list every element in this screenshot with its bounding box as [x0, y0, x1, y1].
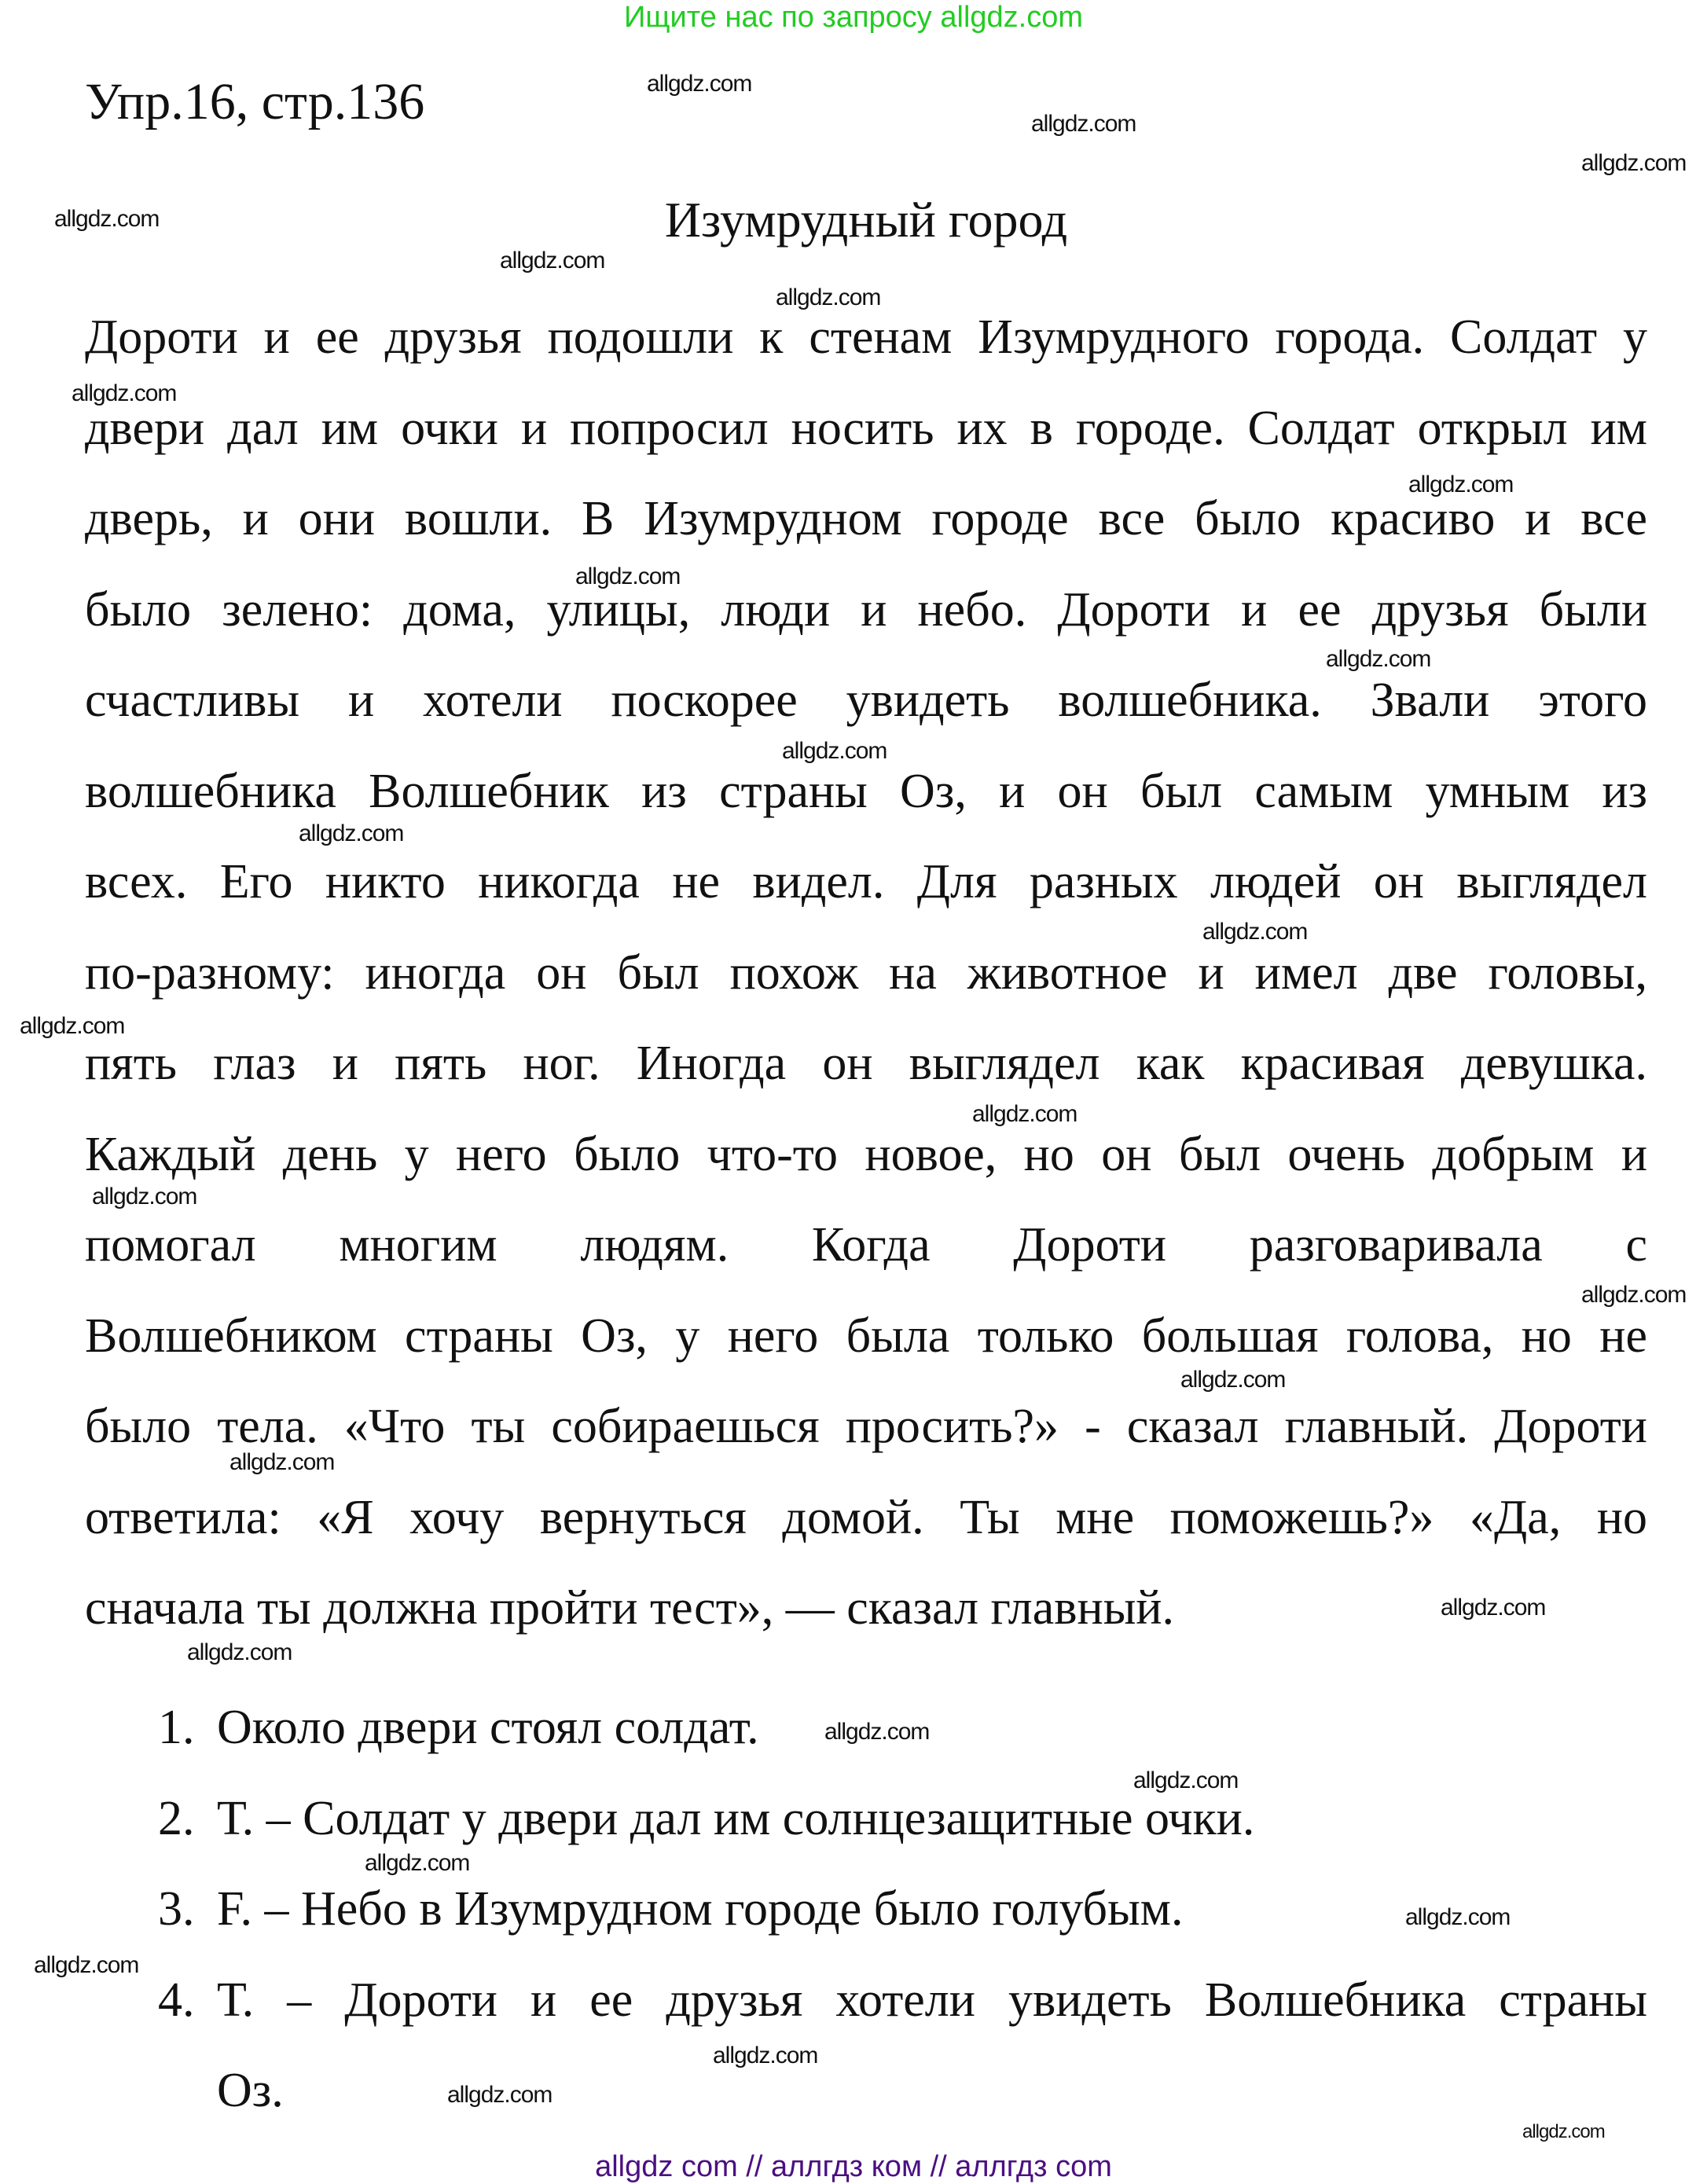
- story-line: по-разному: иногда он был похож на животное и имел две головы,: [85, 945, 1647, 1000]
- watermark: allgdz.com: [229, 1449, 335, 1475]
- answer-number: 1.: [158, 1701, 195, 1754]
- answer-text: Около двери стоял солдат.: [217, 1701, 759, 1754]
- watermark: allgdz.com: [299, 820, 404, 846]
- watermark: allgdz.com: [776, 284, 881, 310]
- watermark: allgdz.com: [1408, 472, 1514, 497]
- answer-text: Т. – Дороти и ее друзья хотели увидеть Волшебника страны: [217, 1973, 1647, 2027]
- answer-text: F. – Небо в Изумрудном городе было голубым.: [217, 1882, 1184, 1936]
- story-line: пять глаз и пять ног. Иногда он выглядел как красивая девушка.: [85, 1037, 1647, 1090]
- watermark: allgdz.com: [365, 1850, 470, 1876]
- watermark: allgdz.com: [1133, 1767, 1239, 1793]
- watermark: allgdz.com: [54, 206, 160, 232]
- watermark: allgdz.com: [1326, 646, 1431, 672]
- watermark: allgdz.com: [92, 1184, 197, 1209]
- story-line: Дороти и ее друзья подошли к стенам Изумрудного города. Солдат у: [85, 310, 1647, 364]
- watermark: allgdz.com: [1441, 1595, 1546, 1621]
- story-line: дверь, и они вошли. В Изумрудном городе все было красиво и все: [85, 492, 1647, 545]
- watermark: allgdz.com: [34, 1952, 139, 1978]
- watermark: allgdz.com: [782, 738, 887, 764]
- exercise-title: Упр.16, стр.136: [85, 73, 425, 130]
- story-line: было тела. «Что ты собираешься просить?» - сказал главный. Дороти: [85, 1400, 1647, 1453]
- watermark: allgdz.com: [1581, 1282, 1687, 1308]
- story-line: Волшебником страны Оз, у него была только большая голова, но не: [85, 1309, 1647, 1363]
- bottom-banner-link[interactable]: allgdz com // аллгдз ком // аллгдз com: [595, 2150, 1112, 2183]
- story-line: двери дал им очки и попросил носить их в городе. Солдат открыл им: [85, 401, 1647, 455]
- watermark: allgdz.com: [20, 1013, 125, 1039]
- answer-item: [158, 1955, 1647, 2137]
- watermark: allgdz.com: [1202, 919, 1308, 945]
- story-line: Каждый день у него было что-то новое, но он был очень добрым и: [85, 1127, 1647, 1181]
- watermark: allgdz.com: [447, 2082, 552, 2108]
- watermark: allgdz.com: [72, 380, 177, 406]
- watermark: allgdz.com: [575, 563, 681, 589]
- top-banner-link[interactable]: Ищите нас по запросу allgdz.com: [623, 1, 1083, 34]
- watermark: allgdz.com: [500, 248, 605, 273]
- watermark: allgdz.com: [1405, 1904, 1511, 1930]
- watermark: allgdz.com: [1522, 2121, 1605, 2142]
- watermark: allgdz.com: [647, 71, 752, 97]
- story-line: сначала ты должна пройти тест», — сказал главный.: [85, 1581, 1175, 1635]
- story-line: волшебника Волшебник из страны Оз, и он был самым умным из: [85, 764, 1647, 818]
- watermark: allgdz.com: [824, 1719, 930, 1745]
- watermark: allgdz.com: [713, 2043, 818, 2068]
- answer-number: 4.: [158, 1973, 195, 2027]
- story-line: всех. Его никто никогда не видел. Для разных людей он выглядел: [85, 855, 1647, 908]
- watermark: allgdz.com: [1031, 111, 1136, 137]
- watermark: allgdz.com: [187, 1639, 292, 1665]
- watermark: allgdz.com: [1581, 150, 1687, 176]
- answer-text: Т. – Солдат у двери дал им солнцезащитные очки.: [217, 1791, 1255, 1845]
- answer-number: 3.: [158, 1882, 195, 1936]
- watermark: allgdz.com: [972, 1101, 1077, 1127]
- story-title: Изумрудный город: [664, 192, 1068, 248]
- story-line: помогал многим людям. Когда Дороти разговаривала с: [85, 1218, 1647, 1272]
- story-line: ответила: «Я хочу вернуться домой. Ты мне поможешь?» «Да, но: [85, 1490, 1647, 1544]
- watermark: allgdz.com: [1180, 1367, 1286, 1393]
- story-line: было зелено: дома, улицы, люди и небо. Дороти и ее друзья были: [85, 582, 1647, 637]
- answer-number: 2.: [158, 1791, 195, 1845]
- answer-text: Оз.: [217, 2064, 284, 2117]
- story-line: счастливы и хотели поскорее увидеть волшебника. Звали этого: [85, 674, 1647, 727]
